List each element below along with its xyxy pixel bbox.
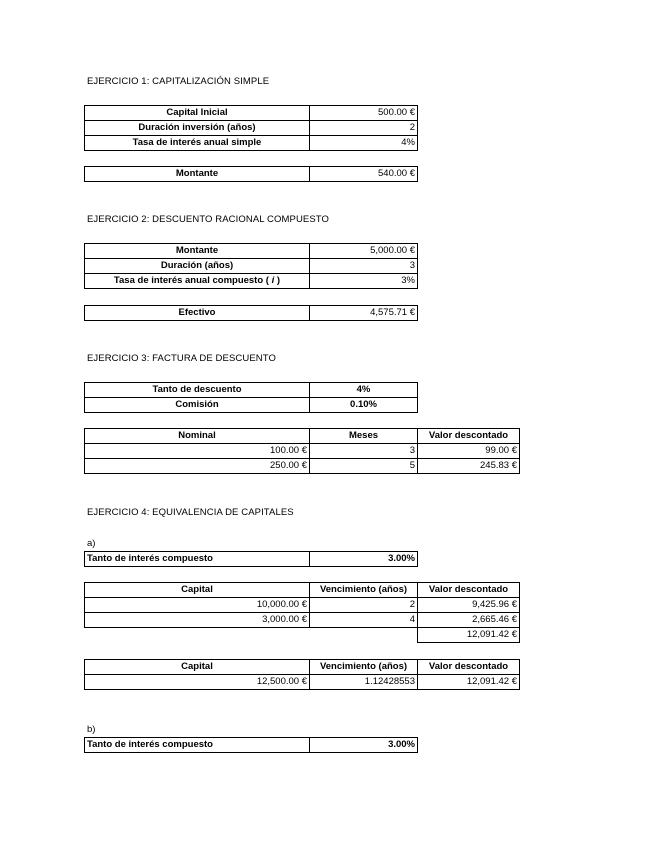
- ex4-title: EJERCICIO 4: EQUIVALENCIA DE CAPITALES: [87, 507, 294, 518]
- ex3-discount-value: 4%: [310, 383, 418, 398]
- cell-capital: 10,000.00 €: [85, 598, 310, 613]
- table-row: [85, 598, 520, 613]
- ex1-result-label: Montante: [85, 167, 310, 182]
- table-row: [85, 167, 418, 182]
- table-row: [85, 613, 520, 628]
- cell-nominal: 100.00 €: [85, 444, 310, 459]
- table-row: [85, 259, 418, 274]
- ex4-a-capitals-table: [84, 582, 520, 643]
- ex1-duration-label: Duración inversión (años): [85, 121, 310, 136]
- ex2-rate-label-var: i: [271, 275, 275, 286]
- ex3-title: EJERCICIO 3: FACTURA DE DESCUENTO: [87, 353, 276, 364]
- cell-nominal: 250.00 €: [85, 459, 310, 474]
- ex2-amount-label: Montante: [85, 244, 310, 259]
- table-row: [85, 675, 520, 690]
- ex4-a-equivalent-table: [84, 659, 520, 690]
- ex1-rate-value: 4%: [310, 136, 418, 151]
- cell-vencimiento: 4: [310, 613, 418, 628]
- ex4-b-rate-value: 3.00%: [310, 738, 418, 753]
- table-header-row: [85, 660, 520, 675]
- table-row: [85, 244, 418, 259]
- ex2-rate-label: [85, 274, 310, 289]
- col-header-capital: Capital: [85, 583, 310, 598]
- table-row: [85, 398, 418, 413]
- ex1-result-table: [84, 166, 418, 182]
- cell-valor: 9,425.96 €: [418, 598, 520, 613]
- cell-vencimiento: 1.12428553: [310, 675, 418, 690]
- col-header-valor: Valor descontado: [418, 583, 520, 598]
- col-header-vencimiento: Vencimiento (años): [310, 660, 418, 675]
- table-row: [85, 459, 520, 474]
- table-header-row: [85, 429, 520, 444]
- ex4-a-label: a): [87, 538, 96, 549]
- ex1-params-table: [84, 105, 418, 151]
- ex4-a-rate-table: [84, 551, 418, 567]
- ex4-a-rate-value: 3.00%: [310, 552, 418, 567]
- ex4-b-rate-label: Tanto de interés compuesto: [85, 738, 310, 753]
- ex3-data-table: [84, 428, 520, 474]
- table-row: [85, 106, 418, 121]
- ex2-amount-value: 5,000.00 €: [310, 244, 418, 259]
- cell-valor: 12,091.42 €: [418, 675, 520, 690]
- ex1-rate-label: Tasa de interés anual simple: [85, 136, 310, 151]
- cell-valor: 245.83 €: [418, 459, 520, 474]
- table-header-row: [85, 583, 520, 598]
- ex1-title: EJERCICIO 1: CAPITALIZACIÓN SIMPLE: [87, 76, 270, 87]
- cell-meses: 3: [310, 444, 418, 459]
- cell-valor: 99.00 €: [418, 444, 520, 459]
- ex2-result-label: Efectivo: [85, 306, 310, 321]
- ex1-capital-label: Capital Inicial: [85, 106, 310, 121]
- ex1-duration-value: 2: [310, 121, 418, 136]
- ex3-commission-label: Comisión: [85, 398, 310, 413]
- cell-valor: 2,665.46 €: [418, 613, 520, 628]
- ex2-result-value: 4,575.71 €: [310, 306, 418, 321]
- col-header-meses: Meses: [310, 429, 418, 444]
- table-row: [85, 306, 418, 321]
- ex1-capital-value: 500.00 €: [310, 106, 418, 121]
- col-header-valor: Valor descontado: [418, 660, 520, 675]
- ex2-rate-value: 3%: [310, 274, 418, 289]
- ex4-a-total: 12,091.42 €: [418, 628, 520, 643]
- ex3-discount-label: Tanto de descuento: [85, 383, 310, 398]
- ex2-duration-label: Duración (años): [85, 259, 310, 274]
- col-header-nominal: Nominal: [85, 429, 310, 444]
- col-header-valor: Valor descontado: [418, 429, 520, 444]
- ex2-params-table: [84, 243, 418, 289]
- table-row: [85, 274, 418, 289]
- cell-capital: 3,000.00 €: [85, 613, 310, 628]
- col-header-vencimiento: Vencimiento (años): [310, 583, 418, 598]
- table-row: [85, 383, 418, 398]
- table-row: [85, 136, 418, 151]
- ex2-rate-label-end: ): [274, 275, 281, 286]
- ex2-rate-label-main: Tasa de interés anual compuesto (: [113, 275, 272, 286]
- ex4-b-label: b): [87, 724, 96, 735]
- ex3-commission-value: 0.10%: [310, 398, 418, 413]
- ex1-result-value: 540.00 €: [310, 167, 418, 182]
- ex2-duration-value: 3: [310, 259, 418, 274]
- ex3-params-table: [84, 382, 418, 413]
- ex4-a-rate-label: Tanto de interés compuesto: [85, 552, 310, 567]
- cell-capital: 12,500.00 €: [85, 675, 310, 690]
- ex4-b-rate-table: [84, 737, 418, 753]
- table-row: [85, 628, 520, 643]
- table-row: [85, 552, 418, 567]
- ex2-title: EJERCICIO 2: DESCUENTO RACIONAL COMPUESTO: [87, 214, 329, 225]
- table-row: [85, 444, 520, 459]
- col-header-capital: Capital: [85, 660, 310, 675]
- table-row: [85, 121, 418, 136]
- cell-vencimiento: 2: [310, 598, 418, 613]
- ex2-result-table: [84, 305, 418, 321]
- cell-meses: 5: [310, 459, 418, 474]
- table-row: [85, 738, 418, 753]
